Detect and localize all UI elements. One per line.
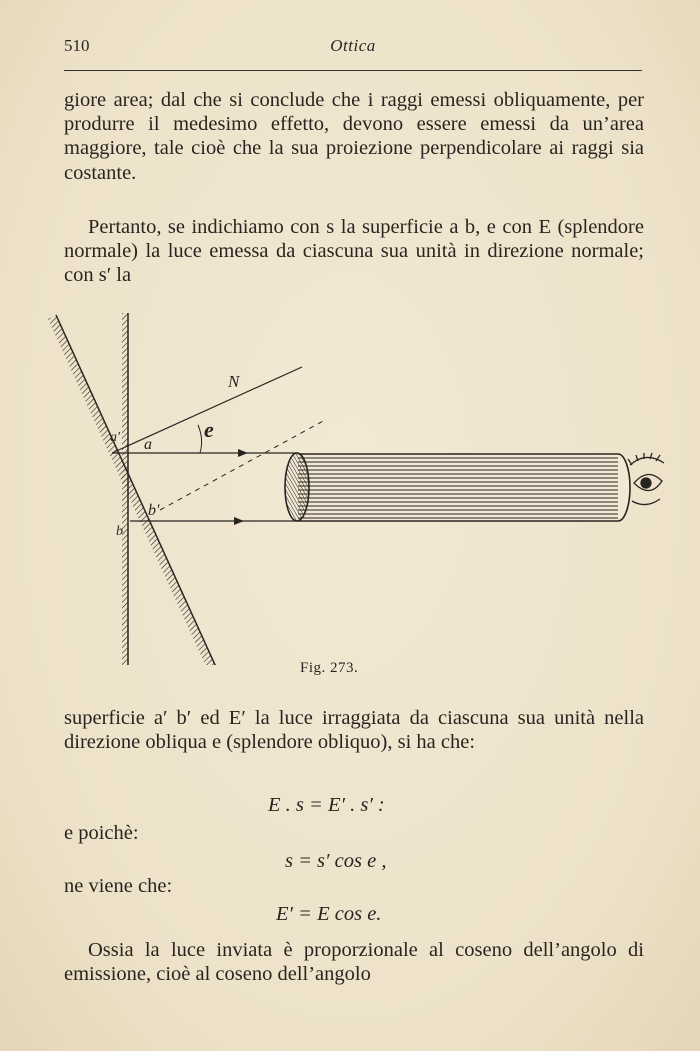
paragraph-1: giore area; dal che si conclude che i raggi emessi obliquamente, per produrre il medesimo effetto, devono essere emessi da un’area maggiore, tale cioè che la sua proiezione perpendicolare ai raggi sia costante.: [64, 89, 644, 184]
oblique-surface: [48, 315, 216, 665]
lead-text-2: ne viene che:: [64, 875, 173, 897]
lead-text-1: e poichè:: [64, 822, 139, 844]
equation-1: E . s = E′ . s′ :: [268, 794, 385, 816]
label-b: b: [116, 524, 123, 539]
cylinder: [285, 453, 630, 521]
figure-273: [40, 305, 680, 665]
equation-2: s = s′ cos e ,: [285, 850, 387, 872]
label-a-prime: a′: [110, 430, 121, 445]
label-e: e: [204, 417, 214, 442]
paragraph-4: Ossia la luce inviata è proporzionale al coseno dell’angolo di emissione, cioè al coseno dell’angolo: [64, 939, 644, 986]
angle-arc: [198, 425, 202, 453]
running-header: [64, 34, 642, 60]
lower-ray-arrow: [234, 517, 244, 525]
eye-icon: [628, 453, 664, 505]
equation-3: E′ = E cos e.: [276, 903, 382, 925]
paragraph-2: Pertanto, se indichiamo con s la superficie a b, e con E (splendore normale) la luce emessa da ciascuna sua unità in direzione normale; con s′ la: [64, 216, 644, 287]
page-number: 510: [64, 36, 90, 55]
label-b-prime: b′: [148, 502, 160, 519]
header-rule: [64, 70, 642, 71]
running-title: Ottica: [330, 36, 376, 55]
label-a: a: [144, 436, 152, 453]
upper-ray-arrow: [238, 449, 248, 457]
figure-caption: Fig. 273.: [300, 660, 359, 676]
paragraph-3: superficie a′ b′ ed E′ la luce irraggiata da ciascuna sua unità nella direzione obliqua e (splendore obliquo), si ha che:: [64, 707, 644, 754]
label-N: N: [228, 372, 240, 391]
